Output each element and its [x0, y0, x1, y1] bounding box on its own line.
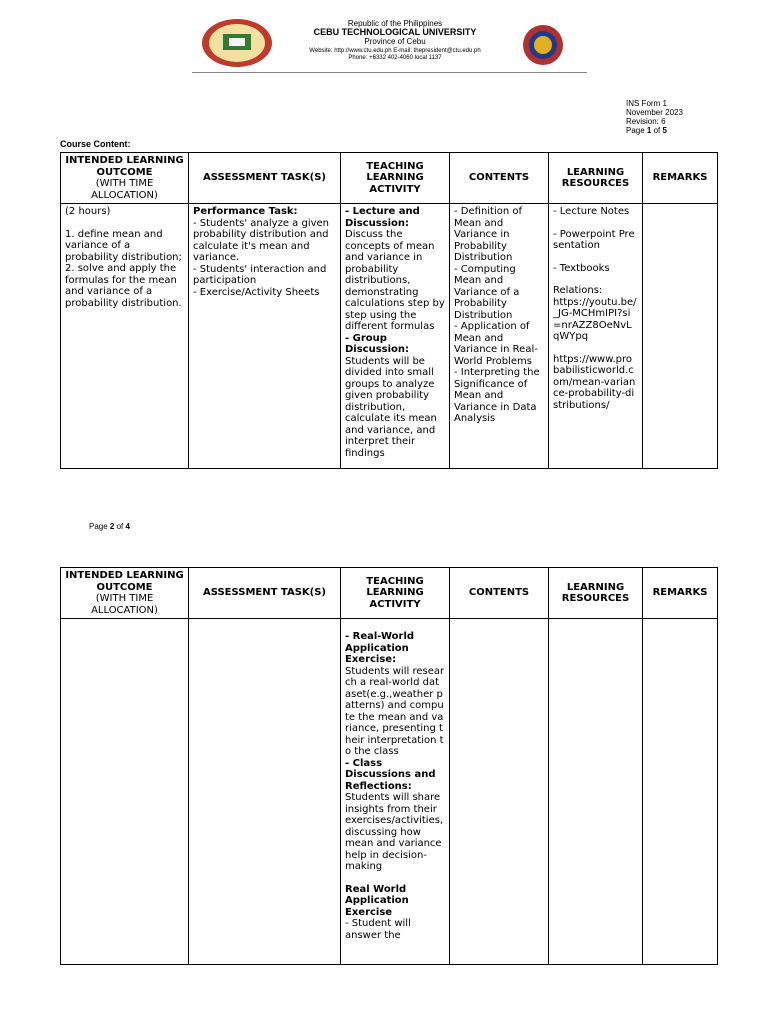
remarks-cell: [643, 204, 718, 469]
col-header-outcome: INTENDED LEARNING OUTCOME (WITH TIME ALLOCATION): [61, 153, 189, 204]
header-republic: Republic of the Philippines: [347, 19, 443, 28]
form-revision: Revision: 6: [626, 117, 666, 126]
resource-link-probabilisticworld[interactable]: https://www.probabilisticworld.com/mean-variance-probability-distributions/: [553, 353, 636, 411]
header-university-name: CEBU TECHNOLOGICAL UNIVERSITY: [313, 27, 477, 37]
col-header-remarks-2: REMARKS: [643, 568, 718, 619]
header-divider: [192, 72, 587, 73]
col-header-outcome-2: INTENDED LEARNING OUTCOME (WITH TIME ALLOCATION): [61, 568, 189, 619]
tla-cell: - Lecture and Discussion: Discuss the concepts of mean and variance in probability distributions, demonstrating calculations step by step using the different formulas - Group Discussion: Students will be divided into small groups to analyze given probability distribution, calculate its mean and variance, and interpret their findings: [341, 204, 450, 469]
form-number: INS Form 1: [626, 99, 667, 108]
asean-logo: [522, 24, 564, 66]
resources-cell-2: [549, 619, 643, 965]
col-header-contents: CONTENTS: [450, 153, 549, 204]
assessment-cell-2: [189, 619, 341, 965]
form-page-number: Page 1 of 5: [626, 126, 667, 135]
col-header-resources-2: LEARNING RESOURCES: [549, 568, 643, 619]
outcome-cell-2: [61, 619, 189, 965]
page-footer-number: Page 2 of 4: [89, 522, 130, 531]
course-content-table-1: [60, 152, 718, 469]
col-header-tla-2: TEACHING LEARNING ACTIVITY: [341, 568, 450, 619]
form-date: November 2023: [626, 108, 683, 117]
col-header-assessment-2: ASSESSMENT TASK(S): [189, 568, 341, 619]
contents-cell-2: [450, 619, 549, 965]
col-header-resources: LEARNING RESOURCES: [549, 153, 643, 204]
course-content-label: Course Content:: [60, 139, 131, 149]
col-header-tla: TEACHING LEARNING ACTIVITY: [341, 153, 450, 204]
header-phone: Phone: +6332 402-4060 local 1137: [348, 55, 442, 61]
contents-cell: - Definition of Mean and Variance in Probability Distribution - Computing Mean and Variance of a Probability Distribution - Application of Mean and Variance in Real-World Problems - Interpreting the Significance of Mean and Variance in Data Analysis: [450, 204, 549, 469]
outcome-cell: (2 hours) 1. define mean and variance of a probability distribution; 2. solve and apply the formulas for the mean and variance of a probability distribution.: [61, 204, 189, 469]
col-header-contents-2: CONTENTS: [450, 568, 549, 619]
col-header-remarks: REMARKS: [643, 153, 718, 204]
col-header-assessment: ASSESSMENT TASK(S): [189, 153, 341, 204]
resource-link-youtube[interactable]: https://youtu.be/_JG-MCHmIPI?si=nrAZZ8OeNvLqWYpq: [553, 296, 637, 342]
header-website: Website: http://www.ctu.edu.ph E-mail: thepresident@ctu.edu.ph: [309, 48, 481, 54]
tla-cell-2: - Real-World Application Exercise: Students will research a real-world dataset(e.g.,weather patterns) and compute the mean and variance, presenting their interpretation to the class - Class Discussions and Reflections: Students will share insights from their exercises/activities, discussing how mean and variance help in decision-making Real World Application Exercise - Student will answer the: [341, 619, 450, 965]
remarks-cell-2: [643, 619, 718, 965]
university-seal-logo: [201, 18, 273, 68]
course-content-table-2: [60, 567, 718, 965]
assessment-cell: Performance Task: - Students' analyze a given probability distribution and calculate it's mean and variance. - Students' interaction and participation - Exercise/Activity Sheets: [189, 204, 341, 469]
resources-cell: - Lecture Notes - Powerpoint Presentation - Textbooks Relations: https://youtu.be/_JG-MCHmIPI?si=nrAZZ8OeNvLqWYpq https://www.probabilisticworld.com/mean-variance-probability-distributions/: [549, 204, 643, 469]
header-province: Province of Cebu: [364, 37, 426, 46]
